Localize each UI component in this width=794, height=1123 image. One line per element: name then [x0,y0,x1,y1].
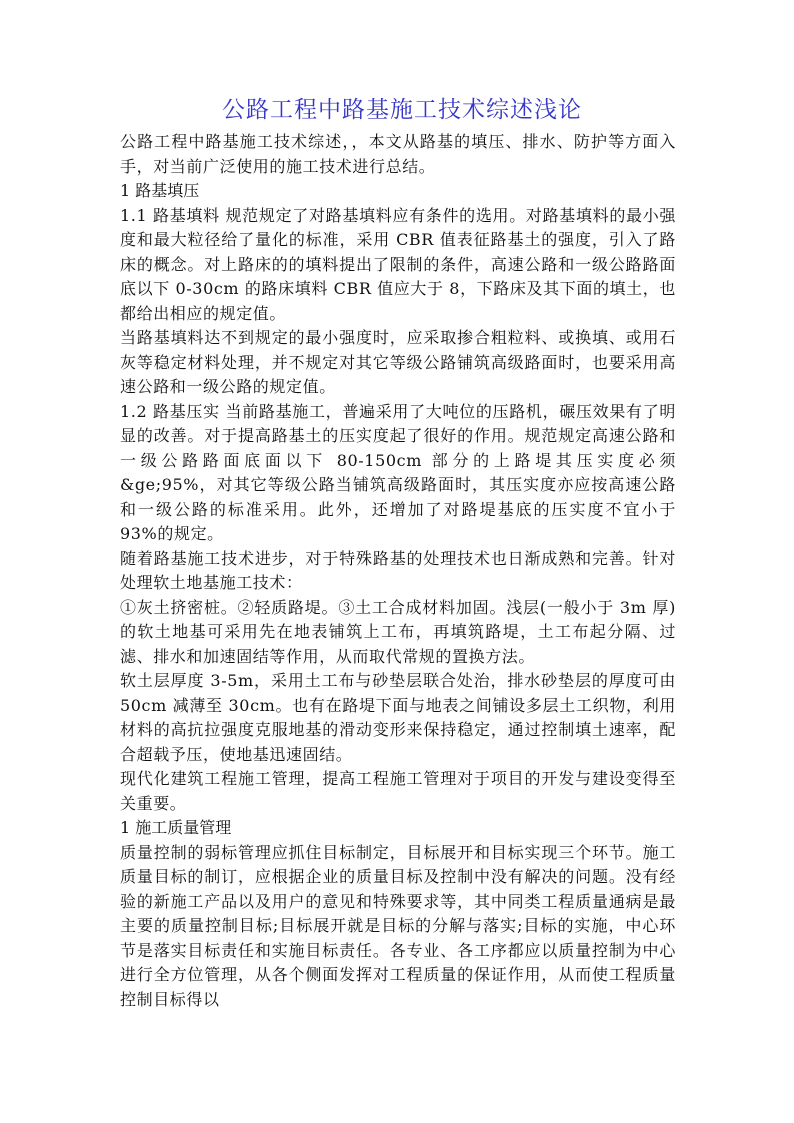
paragraph-quality-control: 质量控制的弱标管理应抓住目标制定，目标展开和目标实现三个环节。施工质量目标的制订，应根据企业的质量目标及控制中没有解决的问题。没有经验的新施工产品以及用户的意见和特殊要求等，其中同类工程质量通病是最主要的质量控制目标;目标展开就是目标的分解与落实;目标的实施，中心环节是落实目标责任和实施目标责任。各专业、各工序都应以质量控制为中心进行全方位管理，从各个侧面发挥对工程质量的保证作用，从而使工程质量控制目标得以 [120,842,676,1009]
paragraph-subgrade-compaction: 1.2 路基压实 当前路基施工，普遍采用了大吨位的压路机，碾压效果有了明显的改善。对于提高路基土的压实度起了很好的作用。规范规定高速公路和一级公路路面底面以下 80-150cm 部分的上路堤其压实度必须&ge;95%，对其它等级公路当铺筑高级路面时，其压实度亦应按高速公路和一级公路的标准采用。此外，还增加了对路堤基底的压实度不宜小于 93%的规定。 [120,401,676,543]
paragraph-soft-soil-methods: ①灰土挤密桩。②轻质路堤。③土工合成材料加固。浅层(一般小于 3m 厚)的软土地基可采用先在地表铺筑上工布，再填筑路堤，土工布起分隔、过滤、排水和加速固结等作用，从而取代常规的置换方法。 [120,597,676,666]
document-page [120,92,676,1012]
intro-paragraph: 公路工程中路基施工技术综述，，本文从路基的填压、排水、防护等方面入手，对当前广泛使用的施工技术进行总结。 [120,132,676,176]
section-heading-subgrade-filling: 1 路基填压 [120,181,200,200]
paragraph-soft-soil-thickness: 软土层厚度 3-5m，采用土工布与砂垫层联合处治，排水砂垫层的厚度可由 50cm 减薄至 30cm。也有在路堤下面与地表之间铺设多层土工织物，利用材料的高抗拉强度克服地基的滑动变形来保持稳定，通过控制填土速率，配合超载予压，使地基迅速固结。 [120,671,676,764]
paragraph-fill-strength: 当路基填料达不到规定的最小强度时，应采取掺合粗粒料、或换填、或用石灰等稳定材料处理，并不规定对其它等级公路铺筑高级路面时，也要采用高速公路和一级公路的规定值。 [120,328,676,396]
document-title: 公路工程中路基施工技术综述浅论 [222,97,582,123]
section-heading-quality-management: 1 施工质量管理 [120,818,232,837]
paragraph-subgrade-fill-material: 1.1 路基填料 规范规定了对路基填料应有条件的选用。对路基填料的最小强度和最大粒径给了量化的标准，采用 CBR 值表征路基土的强度，引入了路床的概念。对上路床的的填料提出了限制的条件，高速公路和一级公路路面底以下 0-30cm 的路床填料 CBR 值应大于 8，下路床及其下面的填土，也都给出相应的规定值。 [120,205,676,323]
paragraph-construction-management: 现代化建筑工程施工管理，提高工程施工管理对于项目的开发与建设变得至关重要。 [120,769,676,813]
paragraph-special-subgrade: 随着路基施工技术进步，对于特殊路基的处理技术也日渐成熟和完善。针对处理软土地基施工技术： [120,548,676,592]
